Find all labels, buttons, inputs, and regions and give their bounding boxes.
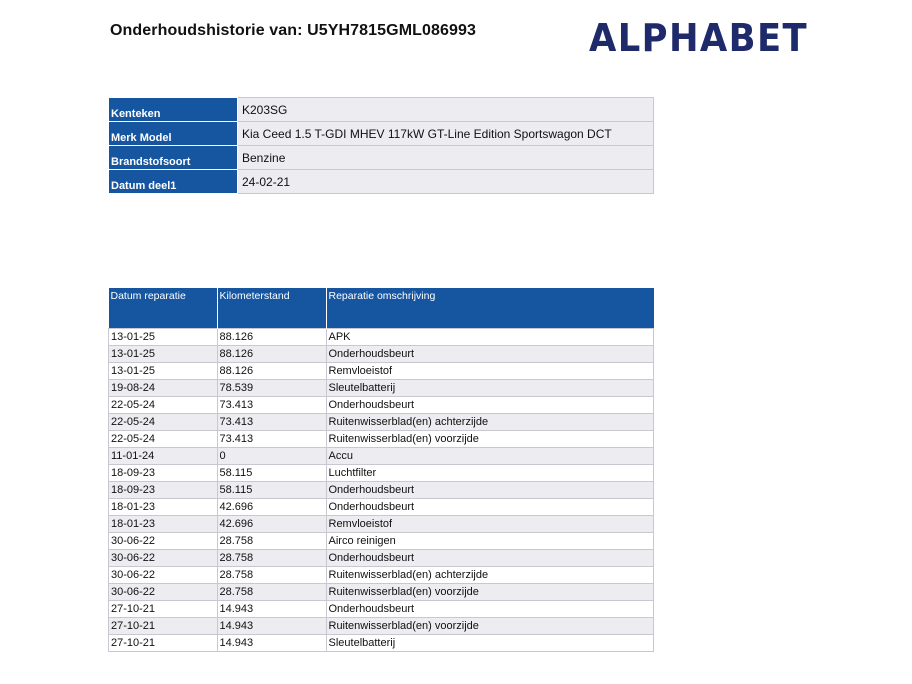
repair-date-cell: 30-06-22 — [109, 533, 218, 550]
mileage-cell: 73.413 — [217, 414, 326, 431]
repair-date-cell: 30-06-22 — [109, 550, 218, 567]
page-title: Onderhoudshistorie van: U5YH7815GML086993 — [110, 22, 476, 39]
mileage-cell: 14.943 — [217, 601, 326, 618]
repair-date-cell: 22-05-24 — [109, 431, 218, 448]
repair-description-cell: Accu — [326, 448, 654, 465]
maintenance-history-table — [108, 288, 654, 652]
vehicle-info-value: K203SG — [238, 98, 654, 122]
repair-date-cell: 13-01-25 — [109, 329, 218, 346]
repair-date-cell: 13-01-25 — [109, 346, 218, 363]
repair-description-cell: Onderhoudsbeurt — [326, 499, 654, 516]
mileage-cell: 14.943 — [217, 618, 326, 635]
column-header-description: Reparatie omschrijving — [326, 288, 654, 329]
mileage-cell: 58.115 — [217, 465, 326, 482]
mileage-cell: 42.696 — [217, 499, 326, 516]
table-row — [109, 567, 654, 584]
column-header-mileage: Kilometerstand — [217, 288, 326, 329]
table-row — [109, 499, 654, 516]
repair-description-cell: Ruitenwisserblad(en) voorzijde — [326, 431, 654, 448]
vehicle-info-label: Kenteken — [109, 98, 238, 122]
table-row — [109, 329, 654, 346]
repair-date-cell: 27-10-21 — [109, 618, 218, 635]
repair-description-cell: Onderhoudsbeurt — [326, 550, 654, 567]
table-row — [109, 363, 654, 380]
table-row — [109, 533, 654, 550]
repair-description-cell: Ruitenwisserblad(en) achterzijde — [326, 414, 654, 431]
repair-description-cell: Onderhoudsbeurt — [326, 601, 654, 618]
mileage-cell: 28.758 — [217, 550, 326, 567]
repair-description-cell: Ruitenwisserblad(en) voorzijde — [326, 584, 654, 601]
vehicle-info-table — [108, 97, 654, 194]
mileage-cell: 73.413 — [217, 397, 326, 414]
mileage-cell: 73.413 — [217, 431, 326, 448]
vehicle-info-value: 24-02-21 — [238, 170, 654, 194]
repair-description-cell: Ruitenwisserblad(en) voorzijde — [326, 618, 654, 635]
table-row — [109, 397, 654, 414]
vehicle-info-label: Datum deel1 — [109, 170, 238, 194]
mileage-cell: 42.696 — [217, 516, 326, 533]
table-row — [109, 448, 654, 465]
table-row — [109, 346, 654, 363]
table-row — [109, 516, 654, 533]
repair-date-cell: 18-09-23 — [109, 482, 218, 499]
repair-description-cell: Remvloeistof — [326, 363, 654, 380]
table-row — [109, 380, 654, 397]
mileage-cell: 0 — [217, 448, 326, 465]
mileage-cell: 88.126 — [217, 329, 326, 346]
mileage-cell: 88.126 — [217, 363, 326, 380]
repair-date-cell: 11-01-24 — [109, 448, 218, 465]
mileage-cell: 14.943 — [217, 635, 326, 652]
vehicle-info-label: Merk Model — [109, 122, 238, 146]
repair-date-cell: 18-01-23 — [109, 516, 218, 533]
repair-date-cell: 30-06-22 — [109, 567, 218, 584]
table-row — [109, 431, 654, 448]
alphabet-logo: ALPHABET — [589, 16, 809, 60]
table-row — [109, 550, 654, 567]
table-row — [109, 601, 654, 618]
repair-date-cell: 18-09-23 — [109, 465, 218, 482]
mileage-cell: 58.115 — [217, 482, 326, 499]
table-row — [109, 584, 654, 601]
repair-description-cell: Ruitenwisserblad(en) achterzijde — [326, 567, 654, 584]
repair-description-cell: APK — [326, 329, 654, 346]
vehicle-info-row — [109, 170, 654, 194]
repair-description-cell: Sleutelbatterij — [326, 380, 654, 397]
table-row — [109, 414, 654, 431]
vehicle-info-value: Benzine — [238, 146, 654, 170]
mileage-cell: 28.758 — [217, 584, 326, 601]
repair-description-cell: Remvloeistof — [326, 516, 654, 533]
repair-date-cell: 18-01-23 — [109, 499, 218, 516]
repair-description-cell: Luchtfilter — [326, 465, 654, 482]
repair-description-cell: Onderhoudsbeurt — [326, 346, 654, 363]
table-row — [109, 465, 654, 482]
repair-date-cell: 30-06-22 — [109, 584, 218, 601]
mileage-cell: 28.758 — [217, 567, 326, 584]
mileage-cell: 88.126 — [217, 346, 326, 363]
repair-description-cell: Onderhoudsbeurt — [326, 397, 654, 414]
vehicle-info-row — [109, 98, 654, 122]
repair-date-cell: 22-05-24 — [109, 397, 218, 414]
history-header-row — [109, 288, 654, 329]
repair-description-cell: Airco reinigen — [326, 533, 654, 550]
repair-date-cell: 22-05-24 — [109, 414, 218, 431]
table-row — [109, 482, 654, 499]
repair-date-cell: 27-10-21 — [109, 601, 218, 618]
column-header-date: Datum reparatie — [109, 288, 218, 329]
vehicle-info-value: Kia Ceed 1.5 T-GDI MHEV 117kW GT-Line Edition Sportswagon DCT — [238, 122, 654, 146]
vehicle-info-label: Brandstofsoort — [109, 146, 238, 170]
vehicle-info-row — [109, 122, 654, 146]
vehicle-info-row — [109, 146, 654, 170]
table-row — [109, 635, 654, 652]
repair-date-cell: 19-08-24 — [109, 380, 218, 397]
repair-date-cell: 13-01-25 — [109, 363, 218, 380]
repair-description-cell: Onderhoudsbeurt — [326, 482, 654, 499]
mileage-cell: 28.758 — [217, 533, 326, 550]
table-row — [109, 618, 654, 635]
repair-date-cell: 27-10-21 — [109, 635, 218, 652]
mileage-cell: 78.539 — [217, 380, 326, 397]
repair-description-cell: Sleutelbatterij — [326, 635, 654, 652]
